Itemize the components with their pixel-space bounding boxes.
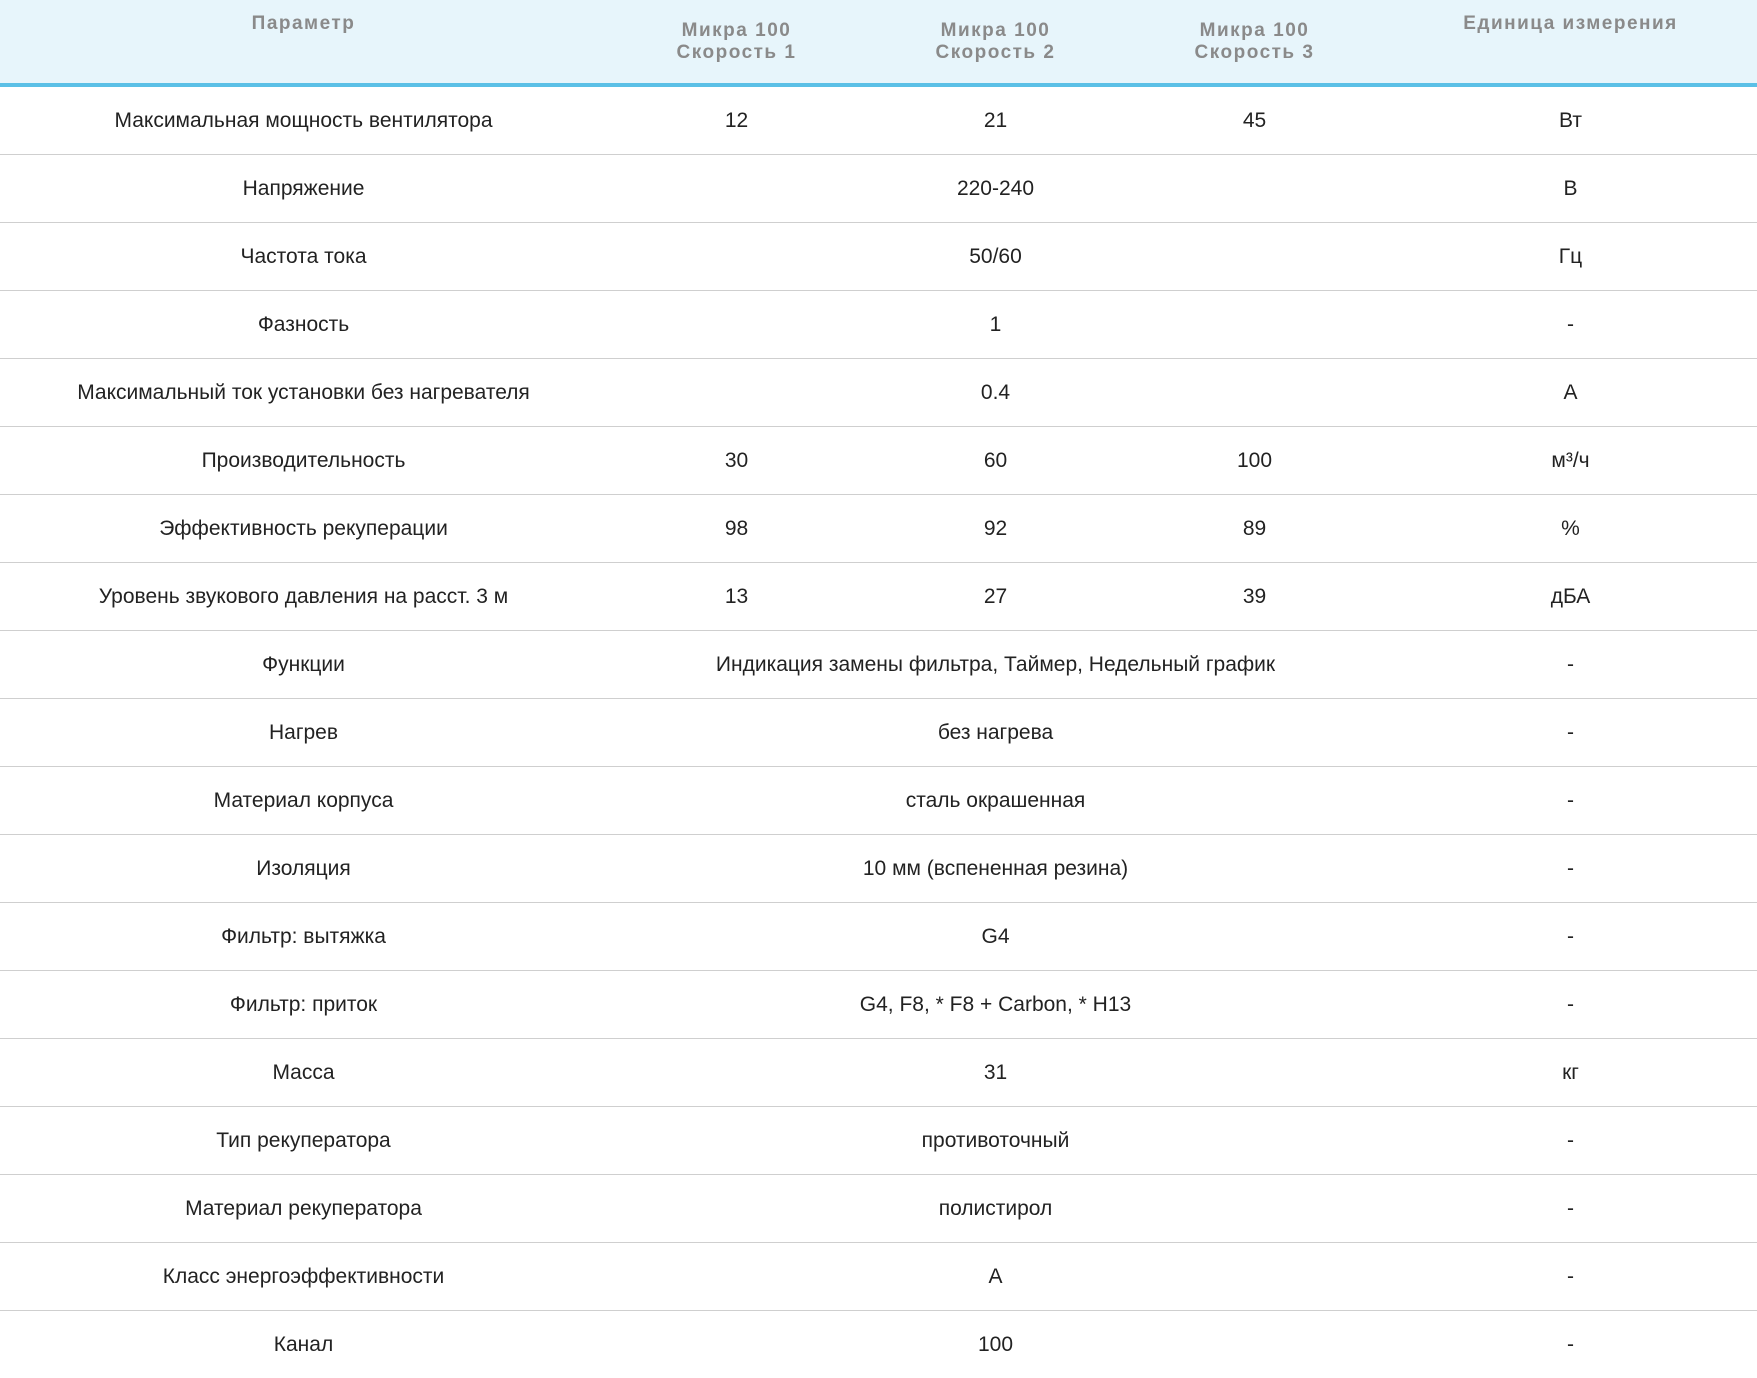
- param-cell: Материал рекуператора: [0, 1175, 607, 1243]
- unit-cell: -: [1384, 971, 1757, 1039]
- param-cell: Нагрев: [0, 699, 607, 767]
- table-row: [0, 971, 1757, 1039]
- table-row: [0, 631, 1757, 699]
- value-cell-all-speeds: G4, F8, * F8 + Carbon, * H13: [607, 971, 1384, 1039]
- value-cell-speed-1: 12: [607, 85, 866, 155]
- param-cell: Напряжение: [0, 155, 607, 223]
- table-row: [0, 427, 1757, 495]
- table-row: [0, 85, 1757, 155]
- value-cell-all-speeds: 50/60: [607, 223, 1384, 291]
- header-speed-2: [866, 0, 1125, 85]
- specs-table-body: [0, 85, 1757, 1378]
- table-row: [0, 699, 1757, 767]
- table-row: [0, 1039, 1757, 1107]
- param-cell: Тип рекуператора: [0, 1107, 607, 1175]
- value-cell-all-speeds: 0.4: [607, 359, 1384, 427]
- value-cell-all-speeds: 1: [607, 291, 1384, 359]
- value-cell-all-speeds: 220-240: [607, 155, 1384, 223]
- param-cell: Класс энергоэффективности: [0, 1243, 607, 1311]
- param-cell: Максимальный ток установки без нагревателя: [0, 359, 607, 427]
- unit-cell: -: [1384, 767, 1757, 835]
- table-row: [0, 1107, 1757, 1175]
- table-row: [0, 767, 1757, 835]
- value-cell-all-speeds: сталь окрашенная: [607, 767, 1384, 835]
- value-cell-speed-1: 13: [607, 563, 866, 631]
- unit-cell: %: [1384, 495, 1757, 563]
- param-cell: Фильтр: приток: [0, 971, 607, 1039]
- unit-cell: Вт: [1384, 85, 1757, 155]
- param-cell: Фазность: [0, 291, 607, 359]
- table-row: [0, 1311, 1757, 1378]
- unit-cell: -: [1384, 1107, 1757, 1175]
- header-speed-1: [607, 0, 866, 85]
- value-cell-speed-3: 39: [1125, 563, 1384, 631]
- value-cell-speed-3: 89: [1125, 495, 1384, 563]
- unit-cell: кг: [1384, 1039, 1757, 1107]
- value-cell-speed-2: 92: [866, 495, 1125, 563]
- header-speed-2-model: Микра 100: [866, 20, 1125, 42]
- header-speed-3-speed: Скорость 3: [1125, 42, 1384, 64]
- value-cell-all-speeds: противоточный: [607, 1107, 1384, 1175]
- value-cell-speed-3: 100: [1125, 427, 1384, 495]
- param-cell: Максимальная мощность вентилятора: [0, 85, 607, 155]
- value-cell-all-speeds: 100: [607, 1311, 1384, 1378]
- param-cell: Материал корпуса: [0, 767, 607, 835]
- table-row: [0, 291, 1757, 359]
- value-cell-speed-1: 30: [607, 427, 866, 495]
- table-row: [0, 903, 1757, 971]
- unit-cell: А: [1384, 359, 1757, 427]
- param-cell: Функции: [0, 631, 607, 699]
- param-cell: Изоляция: [0, 835, 607, 903]
- header-speed-2-speed: Скорость 2: [866, 42, 1125, 64]
- param-cell: Фильтр: вытяжка: [0, 903, 607, 971]
- value-cell-all-speeds: 31: [607, 1039, 1384, 1107]
- value-cell-speed-2: 27: [866, 563, 1125, 631]
- value-cell-speed-1: 98: [607, 495, 866, 563]
- table-row: [0, 1175, 1757, 1243]
- unit-cell: -: [1384, 699, 1757, 767]
- param-cell: Канал: [0, 1311, 607, 1378]
- value-cell-all-speeds: без нагрева: [607, 699, 1384, 767]
- unit-cell: -: [1384, 1175, 1757, 1243]
- param-cell: Производительность: [0, 427, 607, 495]
- header-speed-1-model: Микра 100: [607, 20, 866, 42]
- value-cell-all-speeds: A: [607, 1243, 1384, 1311]
- value-cell-all-speeds: Индикация замены фильтра, Таймер, Недельный график: [607, 631, 1384, 699]
- value-cell-speed-2: 60: [866, 427, 1125, 495]
- unit-cell: -: [1384, 835, 1757, 903]
- value-cell-all-speeds: G4: [607, 903, 1384, 971]
- unit-cell: -: [1384, 903, 1757, 971]
- table-row: [0, 495, 1757, 563]
- param-cell: Масса: [0, 1039, 607, 1107]
- header-unit: Единица измерения: [1384, 0, 1757, 85]
- value-cell-all-speeds: полистирол: [607, 1175, 1384, 1243]
- table-row: [0, 155, 1757, 223]
- table-row: [0, 223, 1757, 291]
- unit-cell: -: [1384, 291, 1757, 359]
- param-cell: Эффективность рекуперации: [0, 495, 607, 563]
- header-param: Параметр: [0, 0, 607, 85]
- table-row: [0, 359, 1757, 427]
- unit-cell: -: [1384, 1311, 1757, 1378]
- header-row: [0, 0, 1757, 85]
- unit-cell: Гц: [1384, 223, 1757, 291]
- unit-cell: -: [1384, 631, 1757, 699]
- unit-cell: дБА: [1384, 563, 1757, 631]
- header-speed-3-model: Микра 100: [1125, 20, 1384, 42]
- table-row: [0, 1243, 1757, 1311]
- param-cell: Уровень звукового давления на расст. 3 м: [0, 563, 607, 631]
- value-cell-all-speeds: 10 мм (вспененная резина): [607, 835, 1384, 903]
- unit-cell: -: [1384, 1243, 1757, 1311]
- specs-table-header: [0, 0, 1757, 85]
- unit-cell: В: [1384, 155, 1757, 223]
- value-cell-speed-2: 21: [866, 85, 1125, 155]
- header-speed-1-speed: Скорость 1: [607, 42, 866, 64]
- unit-cell: м³/ч: [1384, 427, 1757, 495]
- table-row: [0, 835, 1757, 903]
- param-cell: Частота тока: [0, 223, 607, 291]
- header-speed-3: [1125, 0, 1384, 85]
- table-row: [0, 563, 1757, 631]
- value-cell-speed-3: 45: [1125, 85, 1384, 155]
